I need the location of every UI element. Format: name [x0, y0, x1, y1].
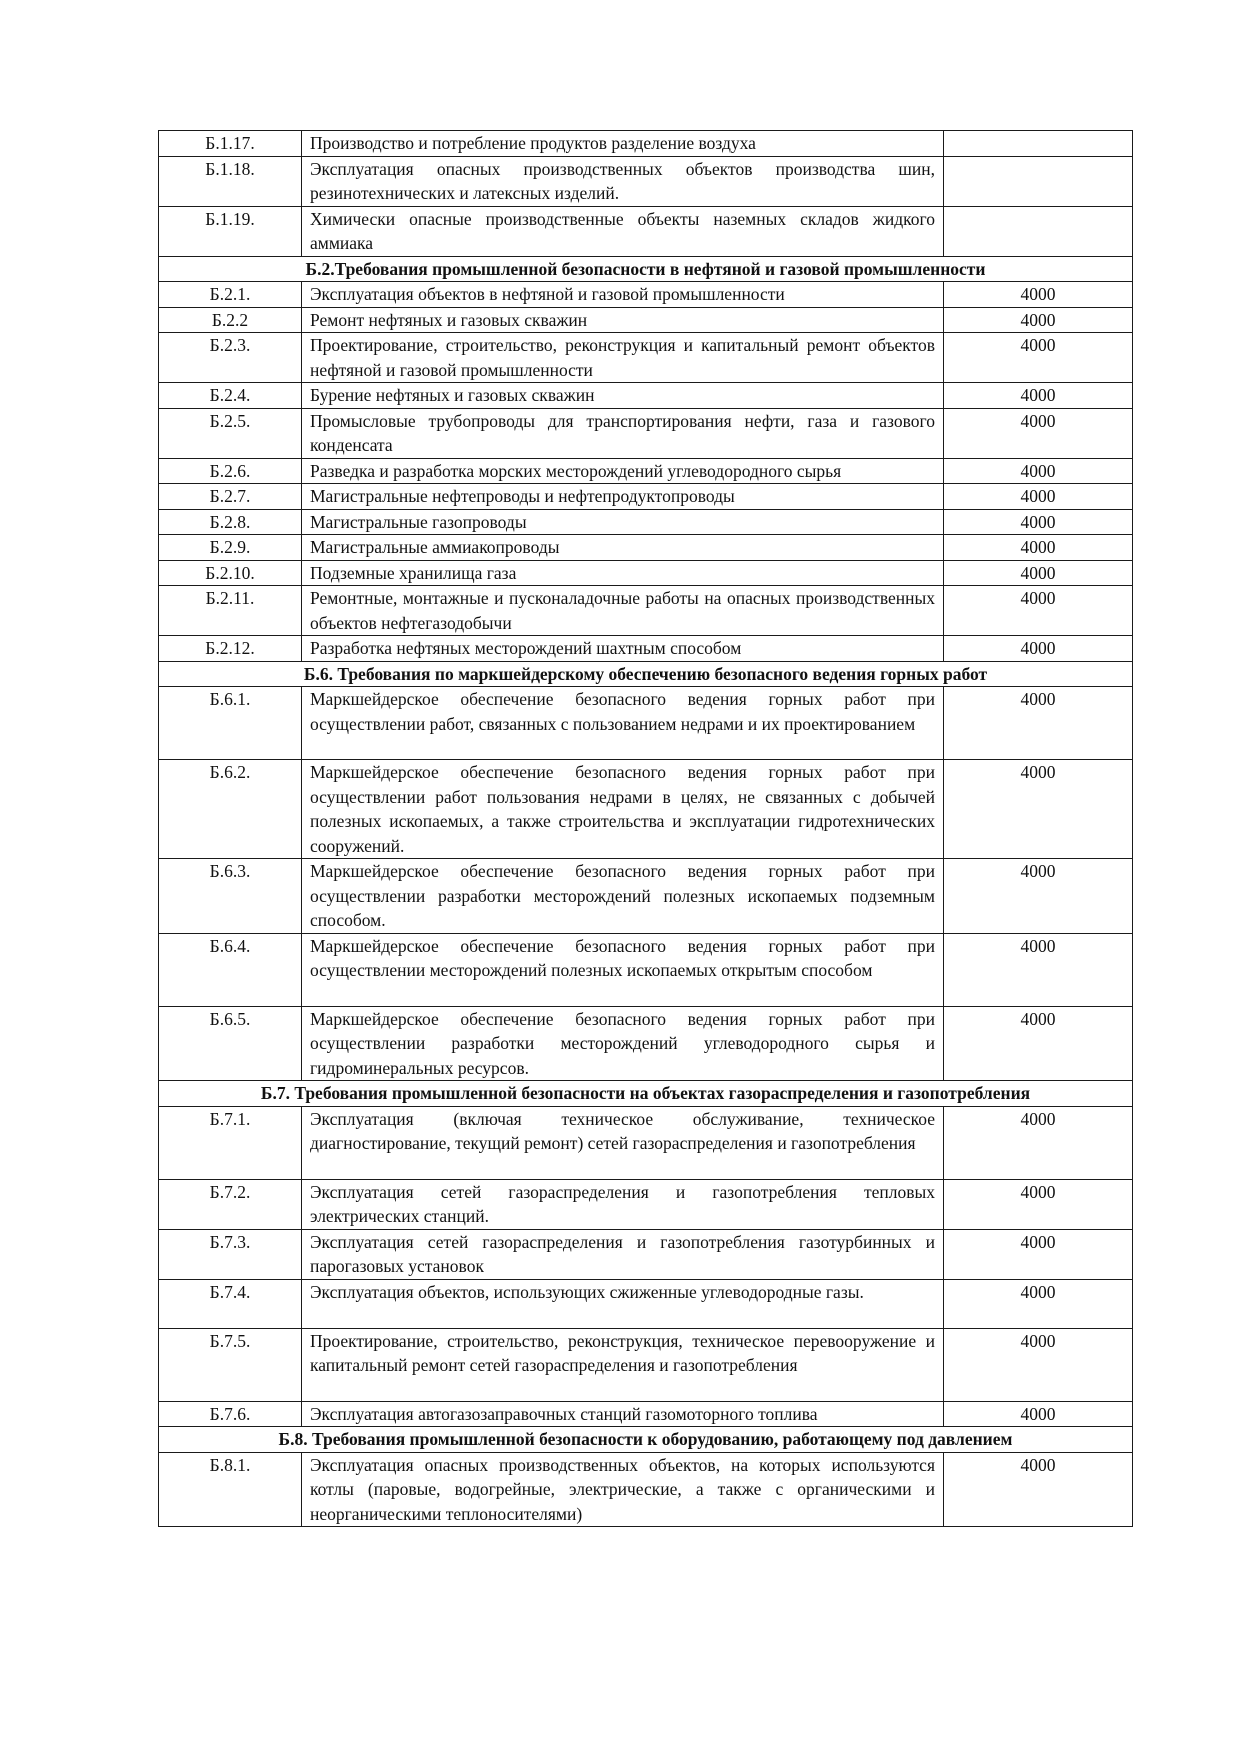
item-value-cell: 4000	[944, 636, 1133, 662]
item-description-cell: Магистральные нефтепроводы и нефтепродуктопроводы	[302, 484, 944, 510]
item-code-cell: Б.7.2.	[159, 1179, 302, 1229]
item-code-cell: Б.6.3.	[159, 859, 302, 934]
section-title: Б.6. Требования по маркшейдерскому обеспечению безопасного ведения горных работ	[159, 661, 1133, 687]
item-description-cell: Разведка и разработка морских месторождений углеводородного сырья	[302, 458, 944, 484]
item-code-cell: Б.7.6.	[159, 1401, 302, 1427]
item-value-cell: 4000	[944, 1106, 1133, 1179]
item-code-cell: Б.8.1.	[159, 1452, 302, 1527]
section-header-row	[159, 1081, 1133, 1107]
item-description-cell: Эксплуатация сетей газораспределения и газопотребления тепловых электрических станций.	[302, 1179, 944, 1229]
item-value-cell: 4000	[944, 383, 1133, 409]
item-description-cell: Производство и потребление продуктов разделение воздуха	[302, 131, 944, 157]
item-description-cell: Эксплуатация опасных производственных объектов, на которых используются котлы (паровые, водогрейные, электрические, а также с органическими и неорганическими теплоносителями)	[302, 1452, 944, 1527]
item-description-cell: Эксплуатация объектов, использующих сжиженные углеводородные газы.	[302, 1279, 944, 1328]
item-value-cell	[944, 131, 1133, 157]
item-description-cell: Эксплуатация сетей газораспределения и газопотребления газотурбинных и парогазовых установок	[302, 1229, 944, 1279]
item-code-cell: Б.2.1.	[159, 282, 302, 308]
table-row	[159, 1179, 1133, 1229]
item-description-cell: Эксплуатация опасных производственных объектов производства шин, резинотехнических и латексных изделий.	[302, 156, 944, 206]
item-description-cell: Эксплуатация автогазозаправочных станций газомоторного топлива	[302, 1401, 944, 1427]
item-value-cell: 4000	[944, 1328, 1133, 1401]
item-value-cell: 4000	[944, 484, 1133, 510]
item-description-cell: Проектирование, строительство, реконструкция, техническое перевооружение и капитальный ремонт сетей газораспределения и газопотребления	[302, 1328, 944, 1401]
table-row	[159, 307, 1133, 333]
item-value-cell: 4000	[944, 1452, 1133, 1527]
item-value-cell: 4000	[944, 333, 1133, 383]
table-row	[159, 509, 1133, 535]
item-description-cell: Магистральные аммиакопроводы	[302, 535, 944, 561]
item-code-cell: Б.2.4.	[159, 383, 302, 409]
item-description-cell: Магистральные газопроводы	[302, 509, 944, 535]
section-title: Б.8. Требования промышленной безопасности к оборудованию, работающему под давлением	[159, 1427, 1133, 1453]
item-code-cell: Б.2.8.	[159, 509, 302, 535]
item-description-cell: Разработка нефтяных месторождений шахтным способом	[302, 636, 944, 662]
section-title: Б.7. Требования промышленной безопасности на объектах газораспределения и газопотребления	[159, 1081, 1133, 1107]
table-row	[159, 933, 1133, 1006]
item-code-cell: Б.1.19.	[159, 206, 302, 256]
item-value-cell	[944, 156, 1133, 206]
item-description-cell: Промысловые трубопроводы для транспортирования нефти, газа и газового конденсата	[302, 408, 944, 458]
item-value-cell: 4000	[944, 408, 1133, 458]
item-description-cell: Проектирование, строительство, реконструкция и капитальный ремонт объектов нефтяной и газовой промышленности	[302, 333, 944, 383]
item-code-cell: Б.7.3.	[159, 1229, 302, 1279]
table-row	[159, 535, 1133, 561]
table-row	[159, 687, 1133, 760]
item-value-cell: 4000	[944, 760, 1133, 859]
item-code-cell: Б.2.12.	[159, 636, 302, 662]
item-value-cell: 4000	[944, 535, 1133, 561]
item-value-cell: 4000	[944, 1229, 1133, 1279]
item-description-cell: Ремонтные, монтажные и пусконаладочные работы на опасных производственных объектов нефтегазодобычи	[302, 586, 944, 636]
table-row	[159, 131, 1133, 157]
table-row	[159, 383, 1133, 409]
item-value-cell: 4000	[944, 1179, 1133, 1229]
table-row	[159, 282, 1133, 308]
item-code-cell: Б.7.4.	[159, 1279, 302, 1328]
item-value-cell	[944, 206, 1133, 256]
item-code-cell: Б.6.1.	[159, 687, 302, 760]
item-value-cell: 4000	[944, 307, 1133, 333]
item-code-cell: Б.2.10.	[159, 560, 302, 586]
item-code-cell: Б.1.17.	[159, 131, 302, 157]
table-row	[159, 1328, 1133, 1401]
item-code-cell: Б.6.5.	[159, 1006, 302, 1081]
table-row	[159, 1106, 1133, 1179]
table-row	[159, 484, 1133, 510]
section-title: Б.2.Требования промышленной безопасности в нефтяной и газовой промышленности	[159, 256, 1133, 282]
table-row	[159, 1401, 1133, 1427]
item-description-cell: Эксплуатация (включая техническое обслуживание, техническое диагностирование, текущий ремонт) сетей газораспределения и газопотребления	[302, 1106, 944, 1179]
item-value-cell: 4000	[944, 687, 1133, 760]
item-description-cell: Химически опасные производственные объекты наземных складов жидкого аммиака	[302, 206, 944, 256]
section-header-row	[159, 1427, 1133, 1453]
item-description-cell: Бурение нефтяных и газовых скважин	[302, 383, 944, 409]
item-code-cell: Б.1.18.	[159, 156, 302, 206]
item-code-cell: Б.2.6.	[159, 458, 302, 484]
item-description-cell: Маркшейдерское обеспечение безопасного ведения горных работ при осуществлении работ пользования недрами в целях, не связанных с добычей полезных ископаемых, а также строительства и эксплуатации гидротехнических сооружений.	[302, 760, 944, 859]
table-row	[159, 156, 1133, 206]
table-row	[159, 1279, 1133, 1328]
item-description-cell: Эксплуатация объектов в нефтяной и газовой промышленности	[302, 282, 944, 308]
table-row	[159, 458, 1133, 484]
item-description-cell: Подземные хранилища газа	[302, 560, 944, 586]
table-row	[159, 760, 1133, 859]
item-value-cell: 4000	[944, 859, 1133, 934]
item-code-cell: Б.6.4.	[159, 933, 302, 1006]
item-code-cell: Б.7.1.	[159, 1106, 302, 1179]
table-row	[159, 636, 1133, 662]
item-value-cell: 4000	[944, 509, 1133, 535]
table-row	[159, 206, 1133, 256]
item-value-cell: 4000	[944, 586, 1133, 636]
item-code-cell: Б.2.11.	[159, 586, 302, 636]
item-description-cell: Маркшейдерское обеспечение безопасного ведения горных работ при осуществлении разработки месторождений полезных ископаемых подземным способом.	[302, 859, 944, 934]
item-description-cell: Маркшейдерское обеспечение безопасного ведения горных работ при осуществлении месторождений полезных ископаемых открытым способом	[302, 933, 944, 1006]
requirements-table-body	[159, 131, 1133, 1527]
table-row	[159, 1229, 1133, 1279]
section-header-row	[159, 661, 1133, 687]
table-row	[159, 1006, 1133, 1081]
item-code-cell: Б.6.2.	[159, 760, 302, 859]
item-code-cell: Б.2.2	[159, 307, 302, 333]
item-code-cell: Б.2.5.	[159, 408, 302, 458]
requirements-table	[158, 130, 1133, 1527]
item-value-cell: 4000	[944, 458, 1133, 484]
table-row	[159, 560, 1133, 586]
item-description-cell: Маркшейдерское обеспечение безопасного ведения горных работ при осуществлении работ, связанных с пользованием недрами и их проектированием	[302, 687, 944, 760]
table-row	[159, 408, 1133, 458]
table-row	[159, 859, 1133, 934]
item-value-cell: 4000	[944, 1401, 1133, 1427]
item-code-cell: Б.2.3.	[159, 333, 302, 383]
item-value-cell: 4000	[944, 282, 1133, 308]
table-row	[159, 333, 1133, 383]
item-value-cell: 4000	[944, 1006, 1133, 1081]
section-header-row	[159, 256, 1133, 282]
item-value-cell: 4000	[944, 1279, 1133, 1328]
item-code-cell: Б.7.5.	[159, 1328, 302, 1401]
table-row	[159, 586, 1133, 636]
item-value-cell: 4000	[944, 933, 1133, 1006]
item-description-cell: Маркшейдерское обеспечение безопасного ведения горных работ при осуществлении разработки месторождений углеводородного сырья и гидроминеральных ресурсов.	[302, 1006, 944, 1081]
item-description-cell: Ремонт нефтяных и газовых скважин	[302, 307, 944, 333]
item-code-cell: Б.2.9.	[159, 535, 302, 561]
item-value-cell: 4000	[944, 560, 1133, 586]
item-code-cell: Б.2.7.	[159, 484, 302, 510]
table-row	[159, 1452, 1133, 1527]
